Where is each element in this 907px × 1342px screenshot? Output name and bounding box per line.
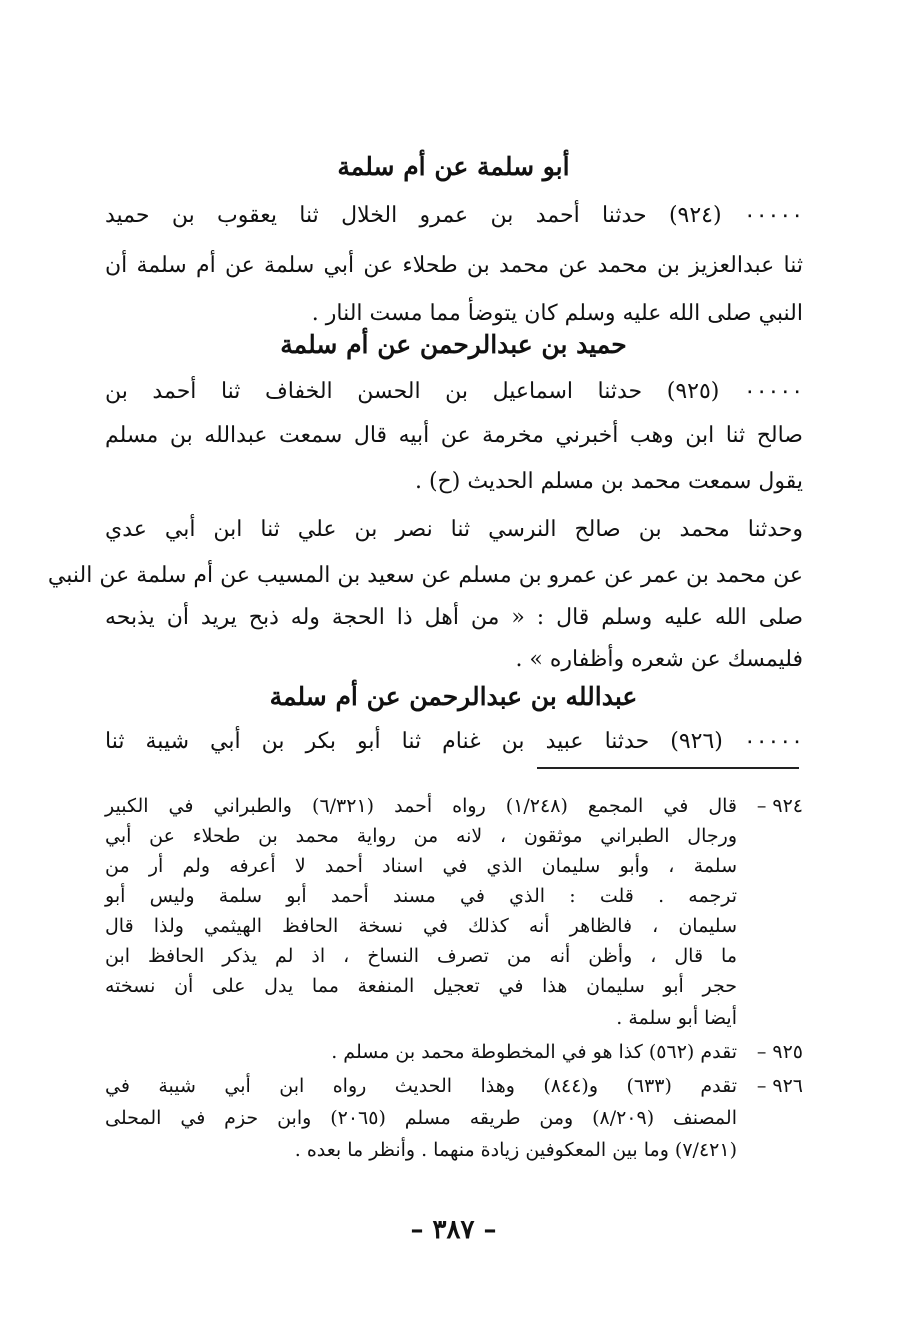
footnote-number: ٩٢٦ – [756,1075,803,1097]
text-line: ٠٠٠٠٠ (٩٢٤) حدثنا أحمد بن عمرو الخلال ثنا يعقوب بن حميد [105,203,804,228]
text-line: ٠٠٠٠٠ (٩٢٥) حدثنا اسماعيل بن الحسن الخفاف ثنا أحمد بن [105,379,804,404]
page-number: – ٣٨٧ – [410,1215,497,1245]
footnote-line: قال في المجمع (١/٢٤٨) رواه أحمد (٦/٣٢١) والطبراني في الكبير [105,795,737,817]
text-line: وحدثنا محمد بن صالح النرسي ثنا نصر بن علي ثنا ابن أبي عدي [105,517,803,542]
footnote-line: ما قال ، وأظن أنه من تصرف النساخ ، اذ لم يذكر الحافظ ابن [105,945,737,967]
footnote-line: حجر أبو سليمان هذا في تعجيل المنفعة مما يدل على أن نسخته [105,975,737,997]
footnote-line: تقدم (٥٦٢) كذا هو في المخطوطة محمد بن مسلم . [331,1041,737,1063]
text-line: يقول سمعت محمد بن مسلم الحديث (ح) . [414,469,803,494]
text-line: النبي صلى الله عليه وسلم كان يتوضأ مما مست النار . [311,301,803,326]
footnote-number: ٩٢٥ – [756,1041,803,1063]
text-line: صالح ثنا ابن وهب أخبرني مخرمة عن أبيه قال سمعت عبدالله بن مسلم [105,423,803,448]
section-heading: أبو سلمة عن أم سلمة [337,152,570,181]
text-line: فليمسك عن شعره وأظفاره » . [515,647,803,672]
footnote-number: ٩٢٤ – [756,795,803,817]
footnote-separator [537,767,799,769]
footnote-line: (٧/٤٢١) وما بين المعكوفين زيادة منهما . وأنظر ما بعده . [294,1139,737,1161]
footnote-line: ترجمه . قلت : الذي في مسند أحمد أبو سلمة وليس أبو [105,885,737,907]
footnote-line: سلمة ، وأبو سليمان الذي في اسناد أحمد لا أعرفه ولم أر من [105,855,737,877]
text-line: ثنا عبدالعزيز بن محمد عن محمد بن طحلاء عن أبي سلمة عن أم سلمة أن [105,253,803,278]
footnote-line: ورجال الطبراني موثقون ، لانه من رواية محمد بن طحلاء عن أبي [105,825,737,847]
footnote-line: أيضا أبو سلمة . [616,1007,737,1029]
section-heading: حميد بن عبدالرحمن عن أم سلمة [280,330,627,359]
footnote-line: المصنف (٨/٢٠٩) ومن طريقه مسلم (٢٠٦٥) وابن حزم في المحلى [105,1107,737,1129]
section-heading: عبدالله بن عبدالرحمن عن أم سلمة [269,682,638,711]
text-line: صلى الله عليه وسلم قال : « من أهل ذا الحجة وله ذبح يريد أن يذبحه [105,605,803,630]
footnote-line: سليمان ، فالظاهر أنه كذلك في نسخة الحافظ الهيثمي ولذا قال [105,915,737,937]
footnote-line: تقدم (٦٣٣) و(٨٤٤) وهذا الحديث رواه ابن أبي شيبة في [105,1075,737,1097]
text-line: ٠٠٠٠٠ (٩٢٦) حدثنا عبيد بن غنام ثنا أبو بكر بن أبي شيبة ثنا [105,729,803,754]
text-line: عن محمد بن عمر عن عمرو بن مسلم عن سعيد بن المسيب عن أم سلمة عن النبي [47,563,803,588]
